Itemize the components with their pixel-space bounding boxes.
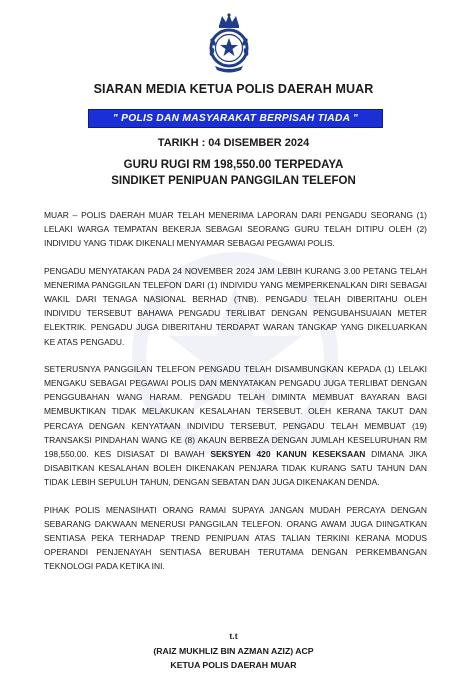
legal-section-reference: SEKSYEN 420 KANUN KESEKSAAN: [210, 449, 366, 460]
paragraph-1: MUAR – POLIS DAERAH MUAR TELAH MENERIMA LAPORAN DARI PENGADU SEORANG (1) LELAKI WARGA TEMPATAN BEKERJA SEBAGAI SEORANG GURU TELAH DITIPU OLEH (2) INDIVIDU YANG TIDAK DIKENALI MENYAMAR SEBAGAI PEGAWAI POLIS.: [44, 210, 427, 249]
motto-text: " POLIS DAN MASYARAKAT BERPISAH TIADA ": [112, 113, 359, 124]
paragraph-2: PENGADU MENYATAKAN PADA 24 NOVEMBER 2024 JAM LEBIH KURANG 3.00 PETANG TELAH MENERIMA PANGGILAN TELEFON DARI (1) INDIVIDU YANG MEMPERKENALKAN DIRI SEBAGAI WAKIL DARI TENAGA NASIONAL BERHAD (TNB). PENGADU TELAH DIBERITAHU OLEH INDIVIDU TERSEBUT BAHAWA PENGADU TERLIBAT DENGAN PENGUBAHSUAIAN METER ELEKTRIK. PENGADU JUGA DIBERITAHU TERDAPAT WARAN TANGKAP YANG DIKELUARKAN KE ATAS PENGADU.: [44, 265, 427, 347]
motto-banner: [88, 109, 383, 128]
signatory-position: KETUA POLIS DAERAH MUAR: [170, 660, 297, 670]
paragraph-3-part-b: DIMANA JIKA DISABITKAN KESALAHAN BOLEH DIKENAKAN PENJARA TIDAK KURANG SATU TAHUN DAN TIDAK LEBIH SEPULUH TAHUN, DENGAN SEBATAN DAN JUGA DIKENAKAN DENDA.: [44, 449, 427, 488]
paragraph-3: [44, 362, 427, 490]
signature-block: [0, 629, 467, 673]
paragraph-4: PIHAK POLIS MENASIHATI ORANG RAMAI SUPAYA JANGAN MUDAH PERCAYA DENGAN SEBARANG DAKWAAN MENERUSI PANGGILAN TELEFON. ORANG AWAM JUGA DIINGATKAN SENTIASA PEKA TERHADAP TREND PENIPUAN ATAS TALIAN TERKINI KERANA MODUS OPERANDI PENJENAYAH SENTIASA BERUBAH TERUTAMA DENGAN PERKEMBANGAN TEKNOLOGI PADA KETIKA INI.: [44, 504, 427, 572]
police-crest-icon: [205, 12, 253, 74]
press-release-title: SIARAN MEDIA KETUA POLIS DAERAH MUAR: [93, 82, 374, 96]
headline: [0, 157, 467, 189]
headline-line-2: SINDIKET PENIPUAN PANGGILAN TELEFON: [111, 175, 356, 187]
signatory-name: (RAIZ MUKHLIZ BIN AZMAN AZIZ) ACP: [153, 645, 314, 656]
headline-line-1: GURU RUGI RM 198,550.00 TERPEDAYA: [123, 159, 344, 171]
body-text: [44, 208, 427, 587]
paragraph-3-part-a: SETERUSNYA PANGGILAN TELEFON PENGADU TELAH DISAMBUNGKAN KEPADA (1) LELAKI MENGAKU SEBAGAI PEGAWAI POLIS DAN MENYATAKAN PENGADU JUGA TERLIBAT DENGAN PENGGUBAHAN WANG HARAM. PENGADU TELAH DIMINTA MEMBUAT BAYARAN BAGI MEMBUKTIKAN TIDAK MELAKUKAN KESALAHAN TERSEBUT. OLEH KERANA TAKUT DAN PERCAYA DENGAN KENYATAAN INDIVIDU TERSEBUT, PENGADU TELAH MEMBUAT (19) TRANSAKSI PINDAHAN WANG KE (8) AKAUN BERBEZA DENGAN JUMLAH KESELURUHAN RM 198,550.00. KES DISIASAT DI BAWAH: [44, 363, 427, 460]
signature-tt: t.t: [229, 631, 238, 641]
release-date: TARIKH : 04 DISEMBER 2024: [157, 137, 310, 149]
